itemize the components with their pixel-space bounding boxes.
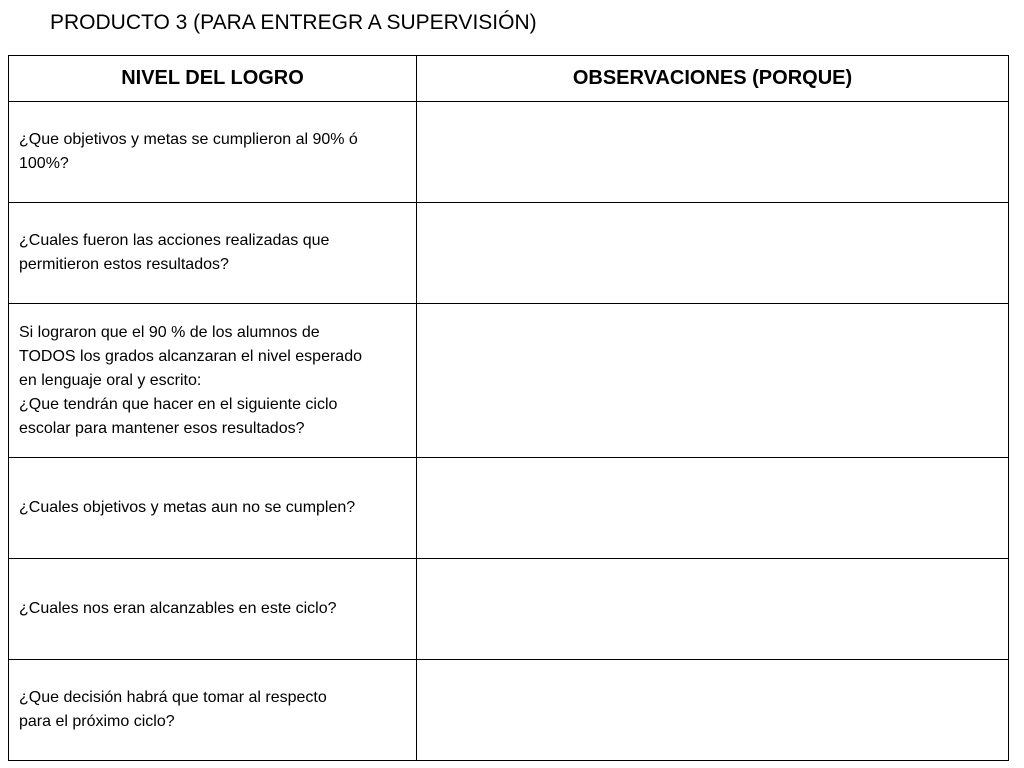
question-line: ¿Que tendrán que hacer en el siguiente ciclo (19, 395, 338, 413)
table-row (9, 559, 1009, 660)
question-line: 100%? (19, 155, 69, 172)
question-line: ¿Que objetivos y metas se cumplieron al 90% ó (19, 131, 358, 148)
question-line: ¿Cuales objetivos y metas aun no se cumplen? (19, 499, 356, 516)
table-row (9, 304, 1009, 458)
question-line: ¿Cuales nos eran alcanzables en este ciclo? (19, 600, 337, 617)
question-line: Si lograron que el 90 % de los alumnos de (19, 323, 320, 341)
table-header-row (9, 56, 1009, 102)
observation-cell[interactable] (417, 660, 1009, 761)
question-line: permitieron estos resultados? (19, 256, 229, 273)
question-line: escolar para mantener esos resultados? (19, 419, 305, 437)
observation-cell[interactable] (417, 559, 1009, 660)
question-cell (9, 203, 417, 304)
question-cell (9, 102, 417, 203)
question-cell (9, 458, 417, 559)
table-row (9, 102, 1009, 203)
header-nivel-del-logro: NIVEL DEL LOGRO (9, 56, 417, 102)
question-cell (9, 660, 417, 761)
question-line: ¿Cuales fueron las acciones realizadas que (19, 232, 330, 249)
question-line: en lenguaje oral y escrito: (19, 371, 202, 389)
header-observaciones: OBSERVACIONES (PORQUE) (417, 56, 1009, 102)
observation-cell[interactable] (417, 458, 1009, 559)
observation-cell[interactable] (417, 304, 1009, 458)
question-cell (9, 559, 417, 660)
question-line: para el próximo ciclo? (19, 713, 175, 730)
observation-cell[interactable] (417, 102, 1009, 203)
logro-table (8, 55, 1009, 761)
page-title: PRODUCTO 3 (PARA ENTREGR A SUPERVISIÓN) (50, 11, 537, 34)
question-cell (9, 304, 417, 458)
question-line: ¿Que decisión habrá que tomar al respecto (19, 689, 327, 706)
observation-cell[interactable] (417, 203, 1009, 304)
table-row (9, 660, 1009, 761)
table-row (9, 458, 1009, 559)
table-row (9, 203, 1009, 304)
question-line: TODOS los grados alcanzaran el nivel esperado (19, 347, 362, 365)
